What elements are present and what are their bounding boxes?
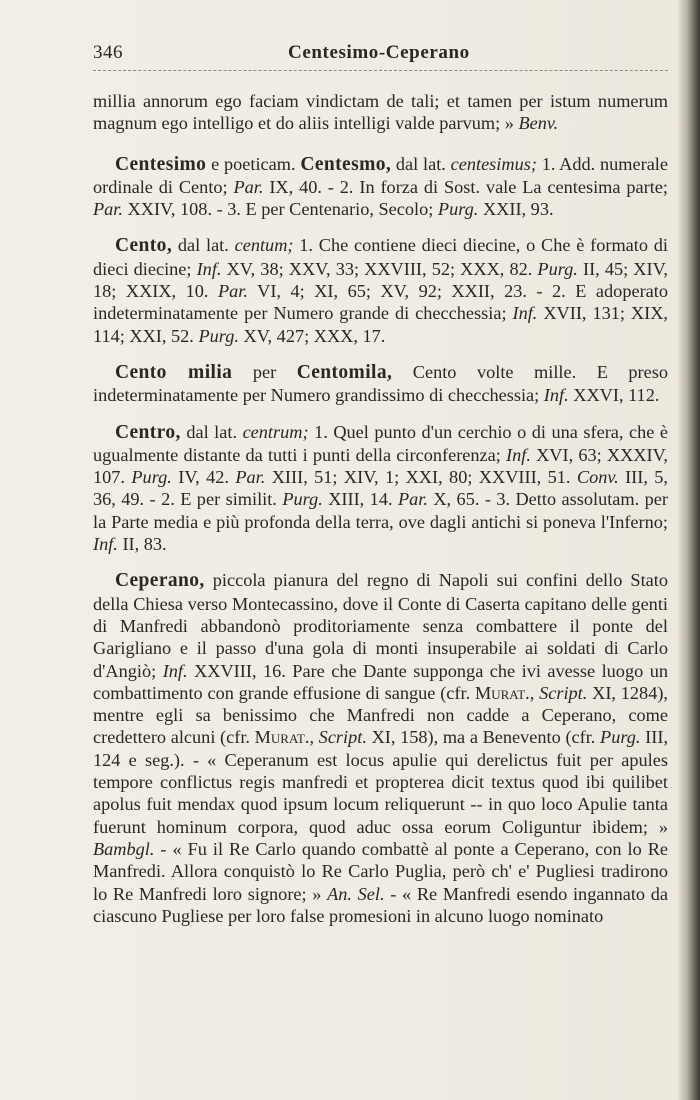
text-run: III, 5, 36, 49. - 2. E per similit. <box>93 467 669 510</box>
text-run: III, 124 e seg.). - « Ceperanum est locus apulie qui derelictus fuit per apules tempore conflictus regis manfredi et propterea dicit textus quod ibi quilibet apolus fuit mendax quod ipsum locum reliquerunt -- in quo loco Apulie tanta fuerunt hominum corpora, quod aduc ossa eorum Coliguntur ibidem; » <box>93 727 669 837</box>
italic-reference: Inf. <box>512 303 538 324</box>
text-run: IX, 40. - 2. In forza di Sost. vale La centesima parte; <box>263 176 668 197</box>
headword: Cento, <box>115 235 173 257</box>
page-edge-shadow <box>678 0 700 1100</box>
italic-reference: Inf. <box>543 385 569 406</box>
text-run: Cento volte mille. E preso indeterminatamente per Numero grandissimo di checchessia; <box>93 361 669 406</box>
page-header <box>93 40 668 71</box>
italic-reference: Purg. <box>131 467 172 488</box>
italic-reference: Benv. <box>518 113 559 134</box>
italic-reference: Bambgl. <box>93 838 155 859</box>
entry-centesimo <box>93 153 668 221</box>
text-run: piccola pianura del regno di Napoli sui confini dello Stato della Chiesa verso Montecassino, dove il Conte di Caserta capitano delle genti di Manfredi abbandonò proditoriamente senza combattere il ponte del Garigliano e il passo d'una gola di monti insuperabile ai soldati di Carlo d'Angiò; <box>93 570 668 681</box>
italic-reference: Purg. <box>537 258 578 279</box>
text-run: XXIV, 108. - 3. E per Centenario, Secolo; <box>122 199 438 220</box>
italic-reference: Inf. <box>506 444 531 465</box>
italic-reference: centum; <box>234 235 294 256</box>
text-run: XXVIII, 16. Pare che Dante supponga che ivi avesse luogo un combattimento con grande effusione di sangue (cfr. <box>93 660 668 703</box>
text-run: millia annorum ego faciam vindictam de tali; et tamen per istum numerum magnum ego intelligo et do aliis intelligi valde parvum; » <box>93 91 668 134</box>
entry-cento <box>93 234 668 346</box>
entry-centro <box>93 421 668 556</box>
text-run: - « Re Manfredi esendo ingannato da ciascuno Pugliese per loro false promesioni in alcuno luogo nominato <box>93 883 668 926</box>
text-run: , <box>309 727 319 748</box>
headword: Cento milia <box>115 361 233 383</box>
italic-reference: Par. <box>93 199 123 220</box>
italic-reference: Conv. <box>576 467 619 488</box>
page-number: 346 <box>93 42 123 63</box>
italic-reference: An. Sel. <box>327 883 385 904</box>
text-run: XI, 1284), mentre egli sa benissimo che Manfredi non cadde a Ceperano, come credettero alcuni (cfr. <box>93 682 668 748</box>
text-run: XIII, 51; XIV, 1; XXI, 80; XXVIII, 51. <box>265 467 577 488</box>
headword: Ceperano, <box>115 570 205 592</box>
italic-reference: Par. <box>233 176 264 197</box>
italic-reference: Purg. <box>437 199 479 220</box>
text-run: XXVI, 112. <box>568 385 660 406</box>
entry-ceperano <box>93 569 668 927</box>
text-run: e poeticam. <box>206 153 301 174</box>
italic-reference: Par. <box>397 489 428 510</box>
text-run: IV, 42. <box>171 467 236 488</box>
dictionary-text <box>93 90 668 941</box>
text-run: VI, 4; XI, 65; XV, 92; XXII, 23. - 2. E adoperato indeterminatamente per Numero grande di checchessia; <box>93 281 668 324</box>
italic-reference: Purg. <box>600 727 641 748</box>
text-run: XV, 427; XXX, 17. <box>238 325 386 346</box>
text-run: dal lat. <box>391 153 451 174</box>
italic-reference: Par. <box>218 281 248 302</box>
running-title: Centesimo-Ceperano <box>288 42 470 63</box>
text-run: II, 45; XIV, 18; XXIX, 10. <box>93 258 668 302</box>
italic-reference: Inf. <box>196 258 222 279</box>
italic-reference: Inf. <box>93 534 118 555</box>
text-run: dal lat. <box>180 421 243 442</box>
italic-reference: Inf. <box>162 660 188 681</box>
italic-reference: Par. <box>235 467 266 488</box>
text-run: XXII, 93. <box>478 199 554 220</box>
text-run: II, 83. <box>117 534 167 555</box>
headword: Centesimo <box>115 153 207 175</box>
headword: Centesmo, <box>300 153 392 175</box>
italic-reference: Purg. <box>282 489 323 510</box>
author-abbrev: Murat. <box>254 727 310 748</box>
author-abbrev: Murat. <box>474 682 530 703</box>
entry-continuation <box>93 90 668 135</box>
text-run: , <box>529 682 540 703</box>
headword: Centro, <box>115 421 181 443</box>
text-run: XVII, 131; XIX, 114; XXI, 52. <box>93 303 668 346</box>
text-run: - « Fu il Re Carlo quando combattè al ponte a Ceperano, con lo Re Manfredi. Allora conquistò lo Re Carlo Puglia, però ch' e' Pugliesi tradirono lo Re Manfredi loro signore; » <box>93 838 668 904</box>
entry-cento-milia <box>93 361 668 407</box>
text-run: XIII, 14. <box>322 489 398 510</box>
italic-reference: centrum; <box>242 421 309 442</box>
text-run: 1. Che contiene dieci diecine, o Che è formato di dieci diecine; <box>93 235 668 279</box>
italic-reference: centesimus; <box>450 153 537 174</box>
text-run: XV, 38; XXV, 33; XXVIII, 52; XXX, 82. <box>221 258 538 279</box>
text-run: XVI, 63; XXXIV, 107. <box>93 444 668 488</box>
text-run: 1. Quel punto d'un cerchio o di una sfera, che è ugualmente distante da tutti i punti della circonferenza; <box>93 421 669 465</box>
text-run: dal lat. <box>172 235 235 256</box>
text-run: X, 65. - 3. Detto assolutam. per la Parte media e più profonda della terra, ove dagli antichi si poneva l'Inferno; <box>93 489 668 532</box>
text-run: per <box>232 361 297 382</box>
italic-reference: Script. <box>318 727 367 748</box>
text-run: 1. Add. numerale ordinale di Cento; <box>93 153 669 197</box>
text-run: XI, 158), ma a Benevento (cfr. <box>366 727 601 748</box>
italic-reference: Purg. <box>198 325 239 346</box>
italic-reference: Script. <box>539 682 588 703</box>
headword: Centomila, <box>296 361 393 383</box>
